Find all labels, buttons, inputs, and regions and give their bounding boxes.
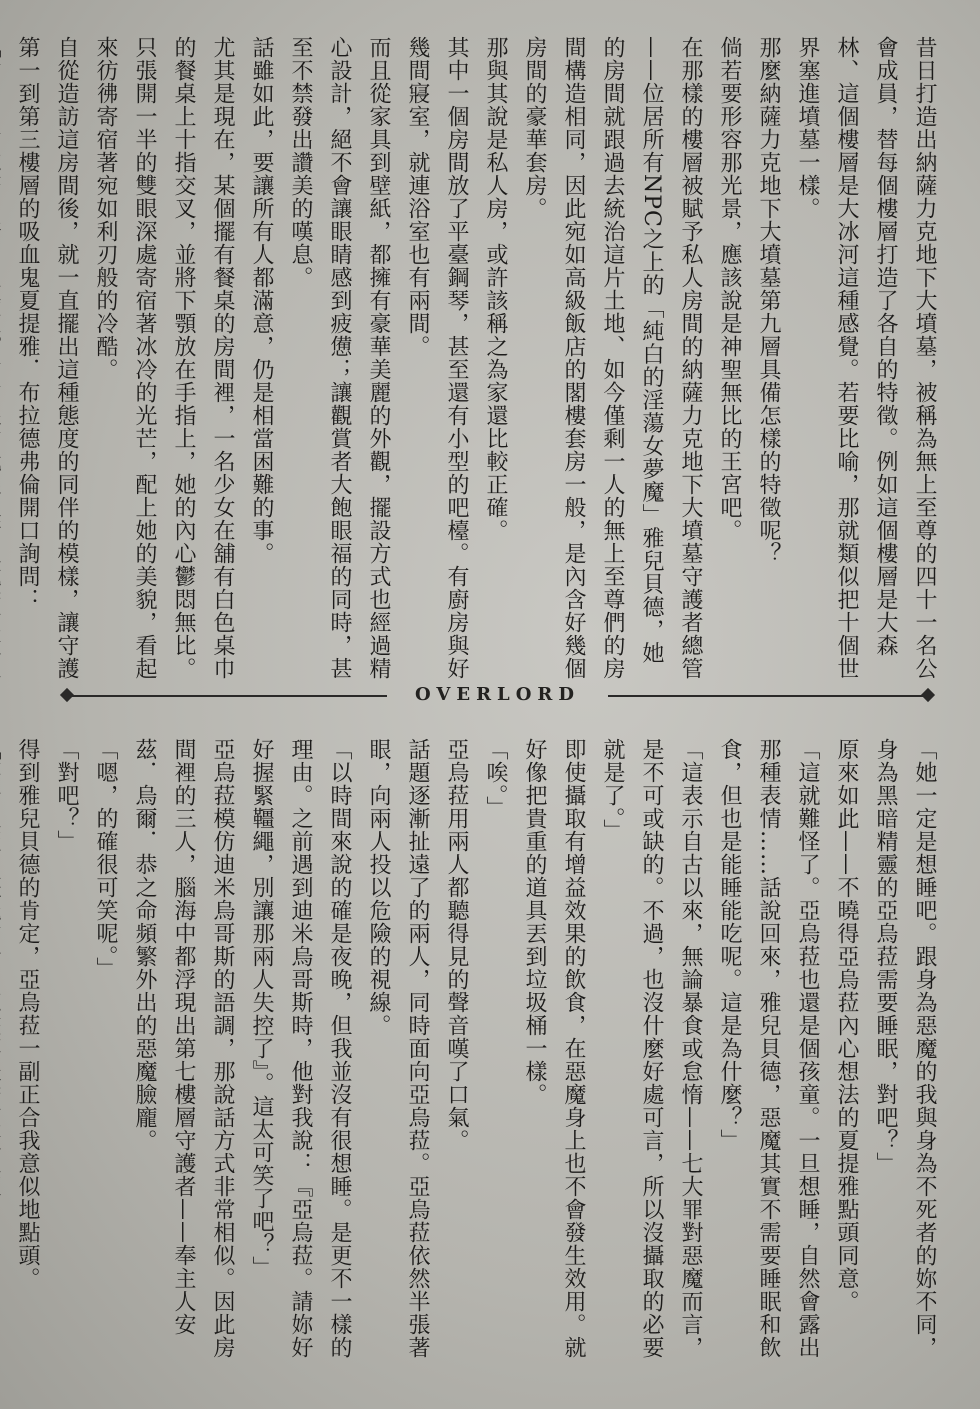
paragraph: 「以時間來說的確是夜晚，但我並沒有很想睡。是更不一樣的理由。之前遇到迪米烏哥斯時，他對我說：『亞烏菈。請妳好好握緊韁繩，別讓那兩人失控了』。這太可笑了吧？」 xyxy=(249,738,352,1359)
paragraph: 「這就難怪了。亞烏菈也還是個孩童。一旦想睡，自然會露出那種表情……話說回來，雅兒貝德，惡魔其實不需要睡眠和飲食，但也是能睡能吃呢。這是為什麼？」 xyxy=(717,738,820,1359)
paragraph: 在那樣的樓層被賦予私人房間的納薩力克地下大墳墓守護者總管——位居所有NPC之上的「純白的淫蕩女夢魔」雅兒貝德，她的房間就跟過去統治這片土地、如今僅剩一人的無上至尊們的房間構造相同，因此宛如高級飯店的閣樓套房一般，是內含好幾個房間的豪華套房。 xyxy=(522,36,703,680)
paragraph: 話雖如此，要讓所有人都滿意，仍是相當困難的事。 xyxy=(249,36,274,565)
divider-line xyxy=(608,695,923,697)
paragraph: 即使攝取有增益效果的飲食，在惡魔身上也不會發生效用。就好像把貴重的道具丟到垃圾桶一樣。 xyxy=(522,738,586,1359)
paragraph: 亞烏菈用兩人都聽得見的聲音嘆了口氣。 xyxy=(444,738,469,1152)
paragraph: 自從造訪這房間後，就一直擺出這種態度的同伴的模樣，讓守護第一到第三樓層的吸血鬼夏提雅．布拉德弗倫開口詢問： xyxy=(15,36,79,680)
paragraph: 得到雅兒貝德的肯定，亞烏菈一副正合我意似地點頭。 xyxy=(15,738,40,1290)
divider-line xyxy=(72,695,387,697)
header-divider xyxy=(60,684,935,708)
paragraph xyxy=(0,738,8,1378)
paragraph: 其中一個房間放了平臺鋼琴，甚至還有小型的吧檯。有廚房與好幾間寢室，就連浴室也有兩間。 xyxy=(405,36,469,680)
running-title: OVERLORD xyxy=(415,684,580,705)
paragraph: 那麼納薩力克地下大墳墓第九層具備怎樣的特徵呢？ xyxy=(756,36,781,565)
paragraph: 「唉。」 xyxy=(483,738,508,819)
paragraph: 昔日打造出納薩力克地下大墳墓，被稱為無上至尊的四十一名公會成員，替每個樓層打造了各自的特徵。例如這個樓層是大森林、這個樓層是大冰河這種感覺。若要比喻，那就類似把十個世界塞進墳墓一樣。 xyxy=(795,36,937,680)
lower-text-block xyxy=(15,738,944,1378)
paragraph: 「她一定是想睡吧。跟身為惡魔的我與身為不死者的妳不同，身為黑暗精靈的亞烏菈需要睡眠，對吧？」 xyxy=(873,738,937,1359)
paragraph: 「對吧？」 xyxy=(54,738,79,853)
paragraph: 倘若要形容那光景，應該說是神聖無比的王宮吧。 xyxy=(717,36,742,542)
paragraph: 尤其是現在，某個擺有餐桌的房間裡，一名少女在舖有白色桌巾的餐桌上十指交叉，並將下顎放在手指上，她的內心鬱悶無比。只張開一半的雙眼深處寄宿著冰冷的光芒，配上她的美貌，看起來彷彿寄宿著宛如利刃般的冷酷。 xyxy=(93,36,235,680)
paragraph: 而且從家具到壁紙，都擁有豪華美麗的外觀，擺設方式也經過精心設計，絕不會讓眼睛感到疲憊；讓觀賞者大飽眼福的同時，甚至不禁發出讚美的嘆息。 xyxy=(288,36,391,680)
paragraph: 「這表示自古以來，無論暴食或怠惰——七大罪對惡魔而言，是不可或缺的。不過，也沒什麼好處可言，所以沒攝取的必要就是了。」 xyxy=(600,738,703,1359)
paragraph: 話題逐漸扯遠了的兩人，同時面向亞烏菈。亞烏菈依然半張著眼，向兩人投以危險的視線。 xyxy=(366,738,430,1359)
paragraph: 原來如此——不曉得亞烏菈內心想法的夏提雅點頭同意。 xyxy=(834,738,859,1313)
paragraph: 亞烏菈模仿迪米烏哥斯的語調，那說話方式非常相似。因此房間裡的三人，腦海中都浮現出第七樓層守護者——奉主人安茲．烏爾．恭之命頻繁外出的惡魔臉龐。 xyxy=(132,738,235,1359)
upper-text-block xyxy=(15,36,944,686)
diamond-ornament-icon xyxy=(921,688,935,702)
paragraph: 那與其說是私人房，或許該稱之為家還比較正確。 xyxy=(483,36,508,542)
paragraph xyxy=(0,36,8,686)
paragraph: 「嗯，的確很可笑呢。」 xyxy=(93,738,118,980)
